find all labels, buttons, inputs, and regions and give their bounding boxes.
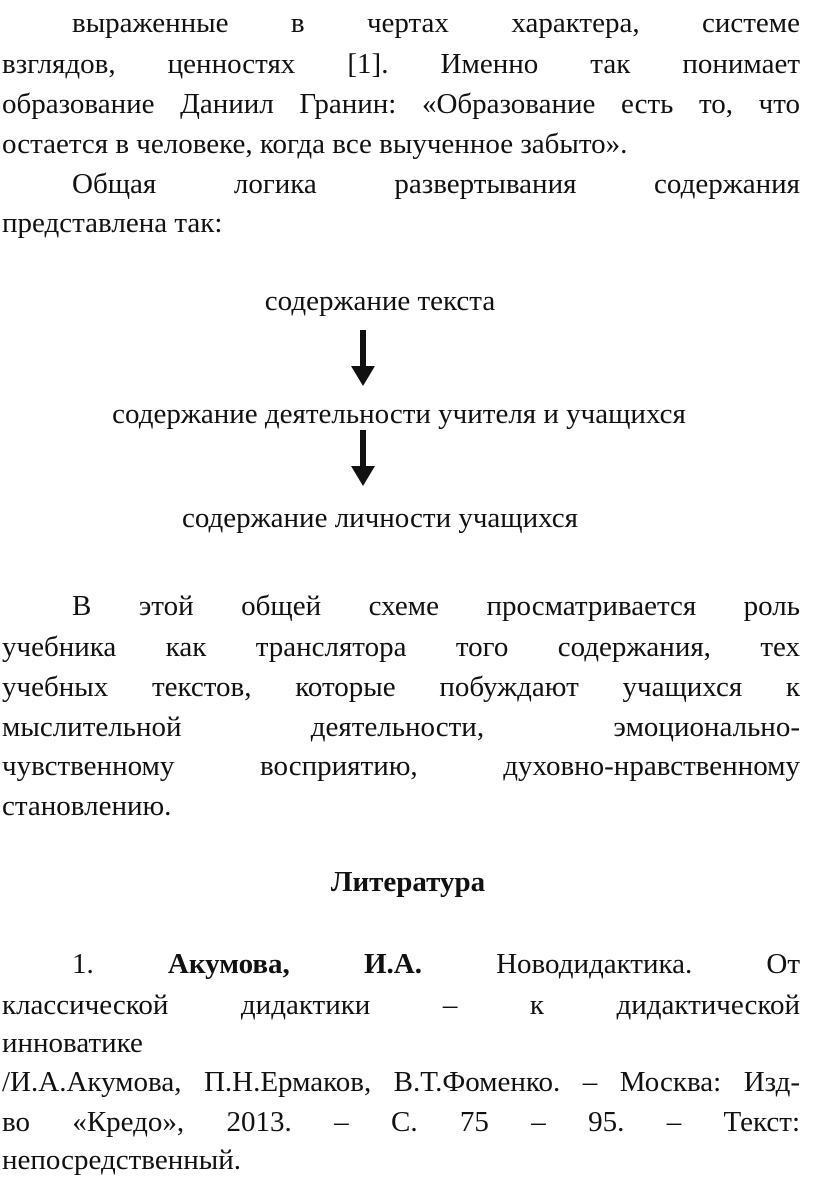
down-arrow-icon: [351, 330, 375, 388]
paragraph-3-line-3: учебных текстов, которые побуждают учащихся к: [2, 671, 800, 703]
reference-item-1-line-2: классической дидактики – к дидактической: [2, 989, 800, 1021]
paragraph-1-line-4: остается в человеке, когда все выученное забыто».: [2, 128, 628, 160]
reference-item-1-line-6: непосредственный.: [2, 1144, 241, 1176]
diagram-node-text-content: содержание текста: [264, 285, 496, 317]
paragraph-3-line-2: учебника как транслятора того содержания, тех: [2, 631, 800, 663]
references-heading: Литература: [330, 866, 486, 898]
reference-item-1-line-3: инноватике: [2, 1027, 143, 1059]
paragraph-3-line-6: становлению.: [2, 790, 172, 822]
diagram-node-personality-content: содержание личности учащихся: [181, 502, 579, 534]
diagram-node-activity-content: содержание деятельности учителя и учащихся: [112, 398, 686, 430]
reference-number: 1.: [72, 948, 94, 980]
paragraph-1-line-1: выраженные в чертах характера, системе: [72, 7, 800, 39]
reference-item-1-line-5: во «Кредо», 2013. – С. 75 – 95. – Текст:: [2, 1106, 800, 1138]
down-arrow-icon: [351, 430, 375, 488]
paragraph-2-line-1: Общая логика развертывания содержания: [72, 168, 800, 200]
paragraph-2-line-2: представлена так:: [2, 207, 223, 239]
reference-item-1-line-4: /И.А.Акумова, П.Н.Ермаков, В.Т.Фоменко. – Москва: Изд-: [2, 1066, 800, 1098]
paragraph-3-line-1: В этой общей схеме просматривается роль: [72, 590, 800, 622]
paragraph-3-line-5: чувственному восприятию, духовно-нравственному: [2, 750, 800, 782]
reference-item-1-line-1: [72, 943, 800, 985]
paragraph-1-line-2: взглядов, ценностях [1]. Именно так понимает: [2, 48, 800, 80]
reference-title-start: Новодидактика. От: [496, 948, 801, 980]
paragraph-1-line-3: образование Даниил Гранин: «Образование есть то, что: [2, 88, 800, 120]
reference-author: Акумова, И.А.: [167, 948, 422, 980]
paragraph-3-line-4: мыслительной деятельности, эмоционально-: [2, 711, 800, 743]
